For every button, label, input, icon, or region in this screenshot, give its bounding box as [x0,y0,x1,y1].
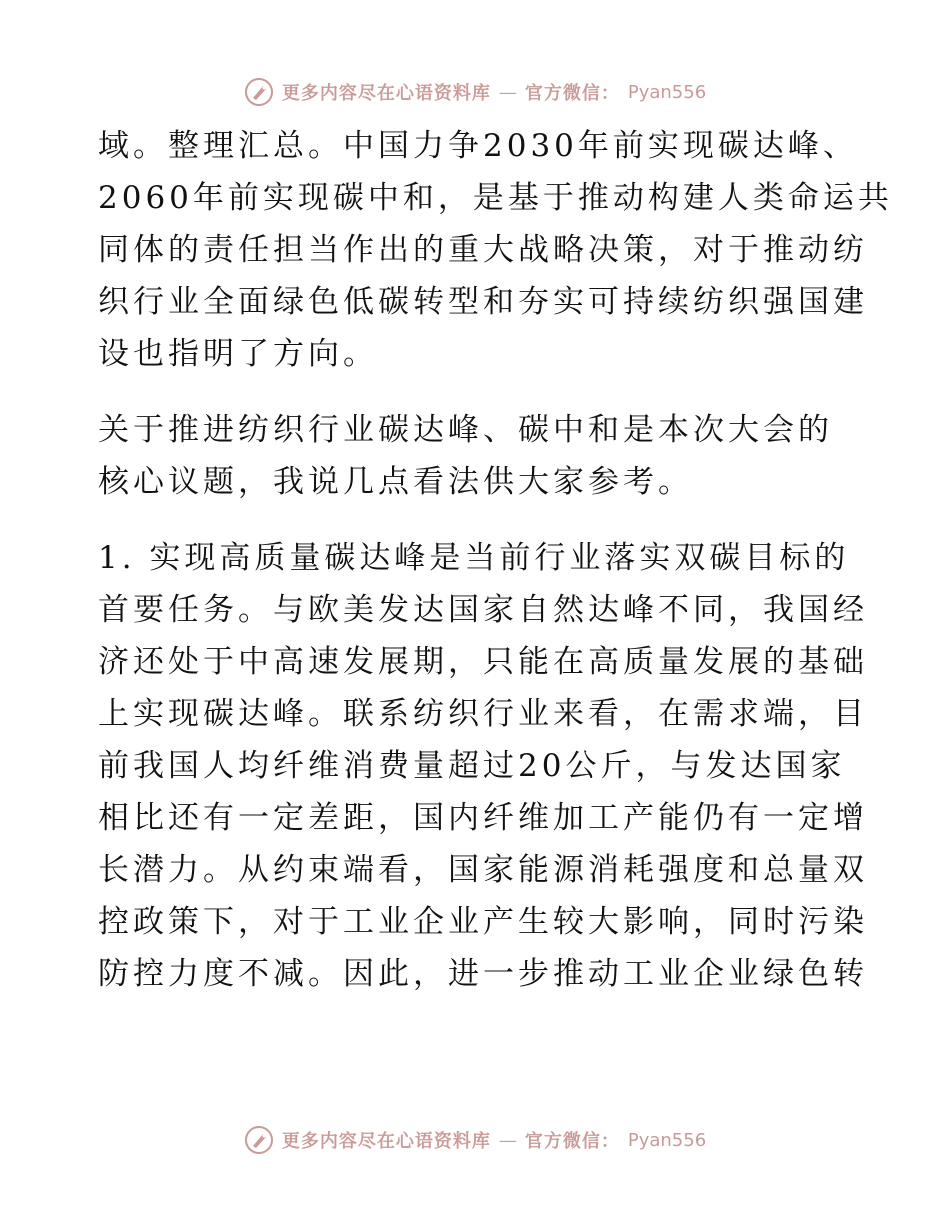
watermark-contact-prefix: 官方微信： [524,83,620,104]
text-line: 域。整理汇总。中国力争2030年前实现碳达峰、 [98,128,858,164]
document-body [98,120,893,1000]
footer-watermark [0,1120,950,1160]
text-line: 同体的责任担当作出的重大战略决策，对于推动纺 [98,232,868,268]
watermark-contact-id: Pyan556 [627,81,707,103]
text-line: 防控力度不减。因此，进一步推动工业企业绿色转 [98,956,868,992]
pen-nib-circle-icon [244,1125,274,1155]
pen-nib-circle-icon [244,77,274,107]
text-line: 首要任务。与欧美发达国家自然达峰不同，我国经 [98,592,868,628]
text-line: 相比还有一定差距，国内纤维加工产能仍有一定增 [98,800,868,836]
watermark-contact-id: Pyan556 [627,1129,707,1151]
text-line: 前我国人均纤维消费量超过20公斤，与发达国家 [98,748,846,784]
watermark-site-text: 更多内容尽在心语资料库 [281,83,491,104]
text-line: 织行业全面绿色低碳转型和夯实可持续纺织强国建 [98,284,868,320]
watermark-separator: — [498,1129,517,1151]
text-line: 关于推进纺织行业碳达峰、碳中和是本次大会的 [98,412,833,448]
text-line: 上实现碳达峰。联系纺织行业来看，在需求端，目 [98,696,868,732]
watermark-contact-prefix: 官方微信： [524,1131,620,1152]
paragraph-2 [98,404,858,508]
header-watermark [0,72,950,112]
text-line: 长潜力。从约束端看，国家能源消耗强度和总量双 [98,852,868,888]
watermark-site-text: 更多内容尽在心语资料库 [281,1131,491,1152]
text-line: 济还处于中高速发展期，只能在高质量发展的基础 [98,644,868,680]
text-line: 设也指明了方向。 [98,336,378,372]
watermark-separator: — [498,81,517,103]
paragraph-1 [98,120,893,380]
text-line: 核心议题，我说几点看法供大家参考。 [98,464,693,500]
paragraph-3 [98,532,868,1000]
text-line: 2060年前实现碳中和，是基于推动构建人类命运共 [98,180,893,216]
text-line: 控政策下，对于工业企业产生较大影响，同时污染 [98,904,868,940]
text-line: 1. 实现高质量碳达峰是当前行业落实双碳目标的 [98,540,850,576]
